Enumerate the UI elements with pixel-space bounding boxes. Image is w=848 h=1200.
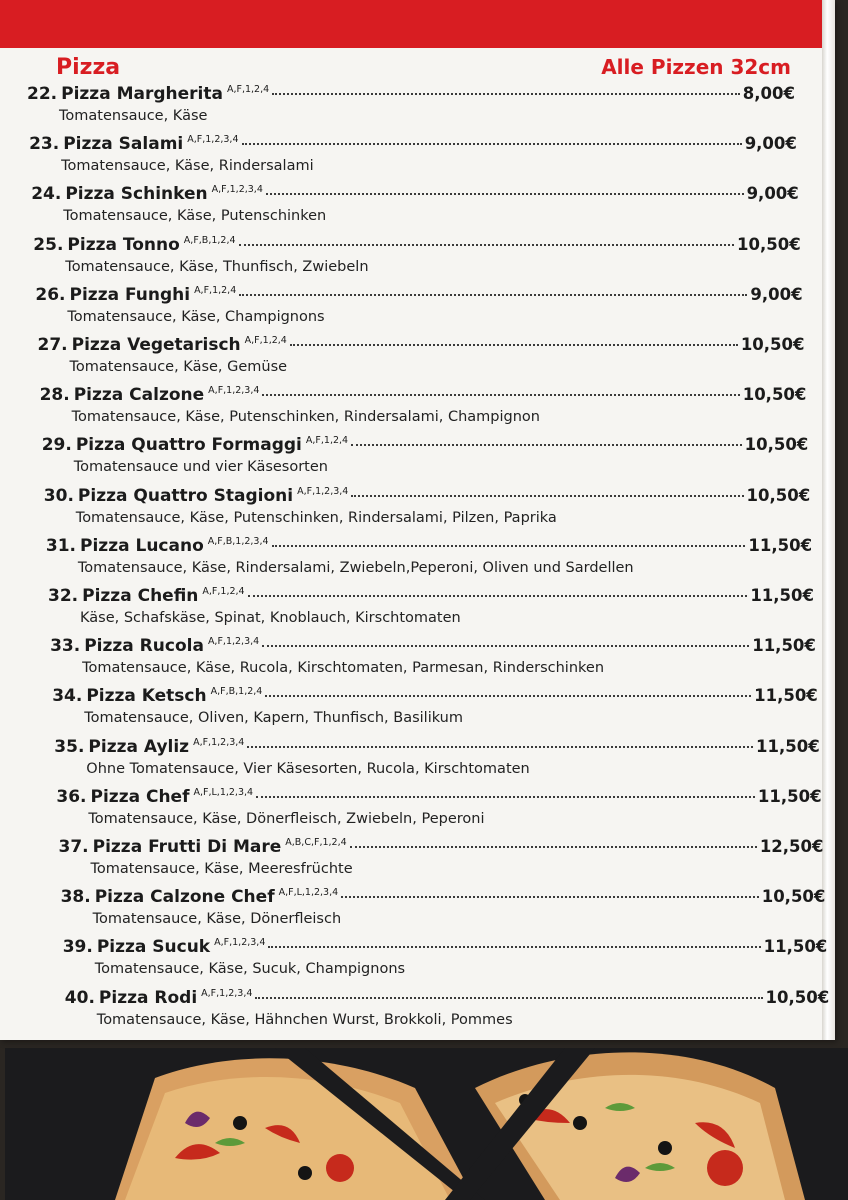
menu-item [33,235,800,283]
menu-item-line [33,235,800,259]
dot-leader [239,293,747,296]
allergen-codes: A,F,B,1,2,4 [210,686,263,698]
menu-item-name: Pizza Rucola [84,636,204,657]
allergen-codes: A,F,1,2,3,4 [208,385,260,397]
menu-item-number: 31. [45,535,77,556]
menu-item-description: Tomatensauce, Käse, Putenschinken, Rindersalami, Champignon [71,409,540,426]
menu-item-name: Pizza Sucuk [96,937,211,958]
menu-item-name: Pizza Schinken [65,184,208,205]
menu-item-line [50,636,816,660]
menu-item-price: 11,50€ [754,686,818,706]
menu-item-description: Tomatensauce und vier Käsesorten [73,459,328,476]
menu-item [40,385,807,433]
menu-item-price: 10,50€ [744,435,809,455]
menu-item-number: 26. [35,284,66,305]
menu-item-line [40,385,807,409]
menu-item-description: Tomatensauce, Käse, Hähnchen Wurst, Brokkoli, Pommes [96,1011,513,1028]
allergen-codes: A,F,1,2,3,4 [211,184,263,196]
menu-item [29,134,797,182]
menu-item-number: 25. [33,234,64,255]
menu-item-price: 12,50€ [759,837,824,856]
menu-item [42,435,809,483]
menu-item-number: 40. [64,987,95,1008]
allergen-codes: A,F,B,1,2,4 [183,234,236,246]
menu-item-line [27,84,795,108]
allergen-codes: A,F,1,2,3,4 [207,636,260,648]
dot-leader [268,945,760,948]
menu-item-number: 38. [60,887,91,908]
menu-item-name: Pizza Chefin [82,586,199,606]
allergen-codes: A,F,1,2,3,4 [214,937,266,949]
menu-item-price: 9,00€ [746,184,799,204]
allergen-codes: A,F,1,2,3,4 [201,987,253,999]
menu-item-number: 39. [62,937,93,958]
menu-item-name: Pizza Quattro Formaggi [75,435,302,456]
menu-item-name: Pizza Salami [63,134,184,155]
allergen-codes: A,F,1,2,4 [194,284,237,296]
menu-item-description: Tomatensauce, Käse [59,108,208,124]
menu-item-description: Tomatensauce, Käse, Rindersalami [61,158,314,175]
menu-item-line [31,184,799,208]
menu-item-number: 27. [37,335,68,355]
menu-item-name: Pizza Ayliz [88,736,190,757]
dot-leader [247,745,753,748]
menu-item-number: 28. [39,385,70,406]
menu-item-number: 29. [41,435,72,456]
dot-leader [255,996,762,999]
menu-item-price: 11,50€ [750,586,814,605]
menu-item-number: 35. [54,736,85,757]
menu-item-price: 11,50€ [752,636,816,656]
menu-item-number: 33. [50,636,81,657]
menu-item-price: 11,50€ [756,736,820,756]
allergen-codes: A,F,1,2,3,4 [297,485,349,497]
menu-item [35,285,802,333]
dot-leader [248,594,748,597]
menu-item-name: Pizza Funghi [69,284,191,305]
dot-leader [239,243,735,246]
menu-item-description: Tomatensauce, Käse, Dönerfleisch [92,911,342,928]
dot-leader [265,694,751,697]
menu-item-number: 23. [29,134,60,155]
menu-item-price: 9,00€ [744,134,797,154]
dot-leader [242,142,742,145]
menu-item-description: Tomatensauce, Käse, Thunfisch, Zwiebeln [65,258,369,275]
menu-item-description: Tomatensauce, Käse, Rucola, Kirschtomaten, Parmesan, Rinderschinken [82,660,605,677]
menu-item-name: Pizza Chef [90,786,190,807]
menu-item-description: Tomatensauce, Käse, Rindersalami, Zwiebeln,Peperoni, Oliven und Sardellen [77,559,634,576]
allergen-codes: A,F,1,2,3,4 [187,134,239,146]
menu-item [61,887,826,935]
menu-item-description: Tomatensauce, Oliven, Kapern, Thunfisch, Basilikum [84,710,463,727]
pizza-photo [5,1048,848,1200]
pizza-image [5,1048,848,1200]
menu-item-number: 32. [48,586,79,606]
dot-leader [262,644,749,647]
menu-item [31,184,799,232]
menu-item [48,586,814,634]
menu-item-description: Tomatensauce, Käse, Champignons [67,308,325,325]
menu-item [59,837,824,885]
allergen-codes: A,F,1,2,3,4 [193,736,245,748]
menu-item-price: 10,50€ [740,335,805,354]
menu-item-name: Pizza Lucano [80,535,204,556]
menu-item-price: 11,50€ [748,535,813,555]
menu-item-price: 11,50€ [757,786,822,806]
menu-item-price: 10,50€ [742,385,807,405]
page-edge [822,0,835,1040]
dot-leader [350,845,757,848]
menu-item [46,536,812,584]
menu-item-price: 10,50€ [765,987,830,1007]
dot-leader [341,895,759,898]
section-title: Pizza [56,55,121,80]
size-note: Alle Pizzen 32cm [601,55,791,79]
menu-item-name: Pizza Frutti Di Mare [92,837,282,857]
menu-item-line [35,285,802,309]
menu-item-price: 10,50€ [737,234,801,254]
menu-item-line [46,536,812,560]
allergen-codes: A,F,L,1,2,3,4 [193,786,254,798]
menu-item-line [54,737,819,761]
allergen-codes: A,F,1,2,4 [226,84,270,95]
menu-item-price: 9,00€ [750,284,803,304]
menu-item-price: 11,50€ [763,937,828,957]
menu-item [63,937,828,985]
menu-item-price: 10,50€ [746,485,811,505]
allergen-codes: A,F,B,1,2,3,4 [207,535,269,547]
dot-leader [266,192,744,195]
menu-item-description: Tomatensauce, Käse, Gemüse [69,359,288,375]
dot-leader [290,343,738,346]
menu-item-number: 30. [43,485,74,506]
dot-leader [272,92,740,95]
menu-item [52,686,818,734]
menu-item-name: Pizza Rodi [98,987,198,1008]
allergen-codes: A,F,1,2,4 [305,435,349,447]
allergen-codes: A,F,1,2,4 [244,335,287,346]
dot-leader [262,393,739,396]
menu-item-name: Pizza Calzone Chef [94,887,275,908]
menu-item-line [38,335,805,359]
menu-item-name: Pizza Vegetarisch [71,335,241,355]
menu-item-description: Tomatensauce, Käse, Dönerfleisch, Zwiebeln, Peperoni [88,810,485,827]
dot-leader [351,494,743,497]
menu-item-number: 36. [56,786,87,807]
menu-item-line [48,586,814,610]
menu-item-name: Pizza Calzone [73,385,205,406]
dot-leader [272,544,746,547]
menu-item-line [52,686,818,710]
menu-item-description: Käse, Schafskäse, Spinat, Knoblauch, Kirschtomaten [80,610,461,626]
menu-item-line [61,887,826,911]
menu-item [27,84,795,132]
menu-item-line [59,837,824,861]
menu-item-number: 24. [31,184,62,205]
menu-item-name: Pizza Margherita [61,84,223,104]
dot-leader [351,443,742,446]
menu-item [38,335,805,383]
menu-item-line [42,435,809,459]
menu-item [44,486,810,534]
dot-leader [256,795,755,798]
menu-item-name: Pizza Ketsch [86,686,207,707]
menu-item [54,737,819,785]
menu-item-line [56,787,821,811]
menu-item-description: Tomatensauce, Käse, Meeresfrüchte [90,861,353,877]
menu-item-description: Ohne Tomatensauce, Vier Käsesorten, Rucola, Kirschtomaten [86,760,530,777]
menu-item-line [44,486,810,510]
menu-item-name: Pizza Tonno [67,234,180,255]
menu-item [50,636,816,684]
allergen-codes: A,F,L,1,2,3,4 [278,887,339,899]
menu-item-description: Tomatensauce, Käse, Putenschinken, Rindersalami, Pilzen, Paprika [75,509,557,526]
allergen-codes: A,F,1,2,4 [202,586,245,597]
menu-item-number: 22. [27,84,58,104]
header-red-band [0,0,835,48]
menu-item-name: Pizza Quattro Stagioni [77,485,294,506]
menu-item-number: 34. [52,686,83,707]
menu-item-price: 8,00€ [742,84,795,103]
menu-item-description: Tomatensauce, Käse, Sucuk, Champignons [94,961,406,978]
menu-item [65,988,829,1036]
menu-item-price: 10,50€ [761,887,826,907]
menu-item [56,787,821,835]
menu-item-number: 37. [58,837,89,857]
allergen-codes: A,B,C,F,1,2,4 [285,837,347,848]
menu-item-line [29,134,797,158]
menu-item-line [63,937,828,961]
menu-item-line [65,988,829,1012]
menu-item-description: Tomatensauce, Käse, Putenschinken [63,208,327,225]
